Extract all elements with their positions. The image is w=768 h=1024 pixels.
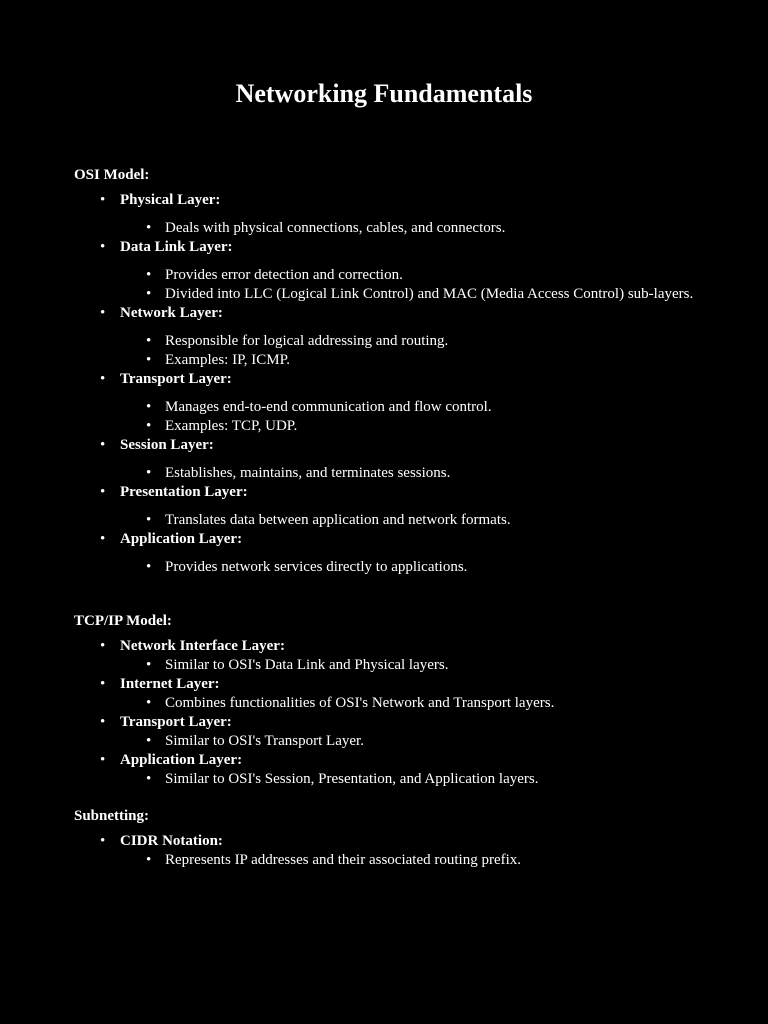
layer-name: Network Interface Layer: (120, 638, 285, 654)
osi-layer-presentation (74, 483, 714, 530)
list-item: • Provides error detection and correction. (120, 266, 714, 285)
layer-name: Application Layer: (120, 531, 243, 547)
list-item: • Examples: TCP, UDP. (120, 417, 714, 436)
tcpip-layer-internet (74, 675, 714, 713)
point-list (120, 464, 714, 483)
layer-name: Transport Layer: (120, 371, 232, 387)
point-list (120, 398, 714, 436)
osi-layer-data-link (74, 238, 714, 304)
layer-name: CIDR Notation: (120, 833, 223, 849)
osi-section (74, 166, 714, 577)
list-item: • Similar to OSI's Data Link and Physical layers. (120, 656, 714, 675)
list-item: • Similar to OSI's Session, Presentation, and Application layers. (120, 770, 714, 789)
tcpip-layer-list (74, 637, 714, 789)
point-list (120, 558, 714, 577)
list-item: • Responsible for logical addressing and routing. (120, 332, 714, 351)
point-list (120, 656, 714, 675)
list-item: • Represents IP addresses and their associated routing prefix. (120, 851, 714, 870)
osi-layer-network (74, 304, 714, 370)
osi-layer-transport (74, 370, 714, 436)
point-list (120, 219, 714, 238)
point-list (120, 851, 714, 870)
point-list (120, 266, 714, 304)
list-item: • Deals with physical connections, cables, and connectors. (120, 219, 714, 238)
point-list (120, 732, 714, 751)
point-list (120, 770, 714, 789)
tcpip-layer-network-interface (74, 637, 714, 675)
subnetting-heading: Subnetting: (74, 808, 150, 824)
list-item: • Establishes, maintains, and terminates sessions. (120, 464, 714, 483)
tcpip-layer-application (74, 751, 714, 789)
list-item: • Examples: IP, ICMP. (120, 351, 714, 370)
layer-name: Physical Layer: (120, 192, 221, 208)
list-item: • Combines functionalities of OSI's Network and Transport layers. (120, 694, 714, 713)
list-item: • Manages end-to-end communication and flow control. (120, 398, 714, 417)
layer-name: Presentation Layer: (120, 484, 248, 500)
point-list (120, 694, 714, 713)
layer-name: Network Layer: (120, 305, 223, 321)
layer-name: Application Layer: (120, 752, 243, 768)
tcpip-heading: TCP/IP Model: (74, 613, 172, 629)
point-list (120, 332, 714, 370)
osi-layer-list (74, 191, 714, 577)
list-item: • Similar to OSI's Transport Layer. (120, 732, 714, 751)
tcpip-layer-transport (74, 713, 714, 751)
layer-name: Data Link Layer: (120, 239, 233, 255)
tcpip-section (74, 612, 714, 789)
layer-name: Transport Layer: (120, 714, 232, 730)
osi-layer-application (74, 530, 714, 577)
subnetting-section (74, 807, 714, 870)
osi-layer-session (74, 436, 714, 483)
list-item: • Provides network services directly to applications. (120, 558, 714, 577)
osi-heading: OSI Model: (74, 167, 150, 183)
layer-name: Session Layer: (120, 437, 214, 453)
point-list (120, 511, 714, 530)
list-item: • Divided into LLC (Logical Link Control) and MAC (Media Access Control) sub-layers. (120, 285, 714, 304)
subnetting-cidr (74, 832, 714, 870)
osi-layer-physical (74, 191, 714, 238)
subnetting-list (74, 832, 714, 870)
page-title: Networking Fundamentals (235, 79, 533, 108)
layer-name: Internet Layer: (120, 676, 220, 692)
list-item: • Translates data between application and network formats. (120, 511, 714, 530)
